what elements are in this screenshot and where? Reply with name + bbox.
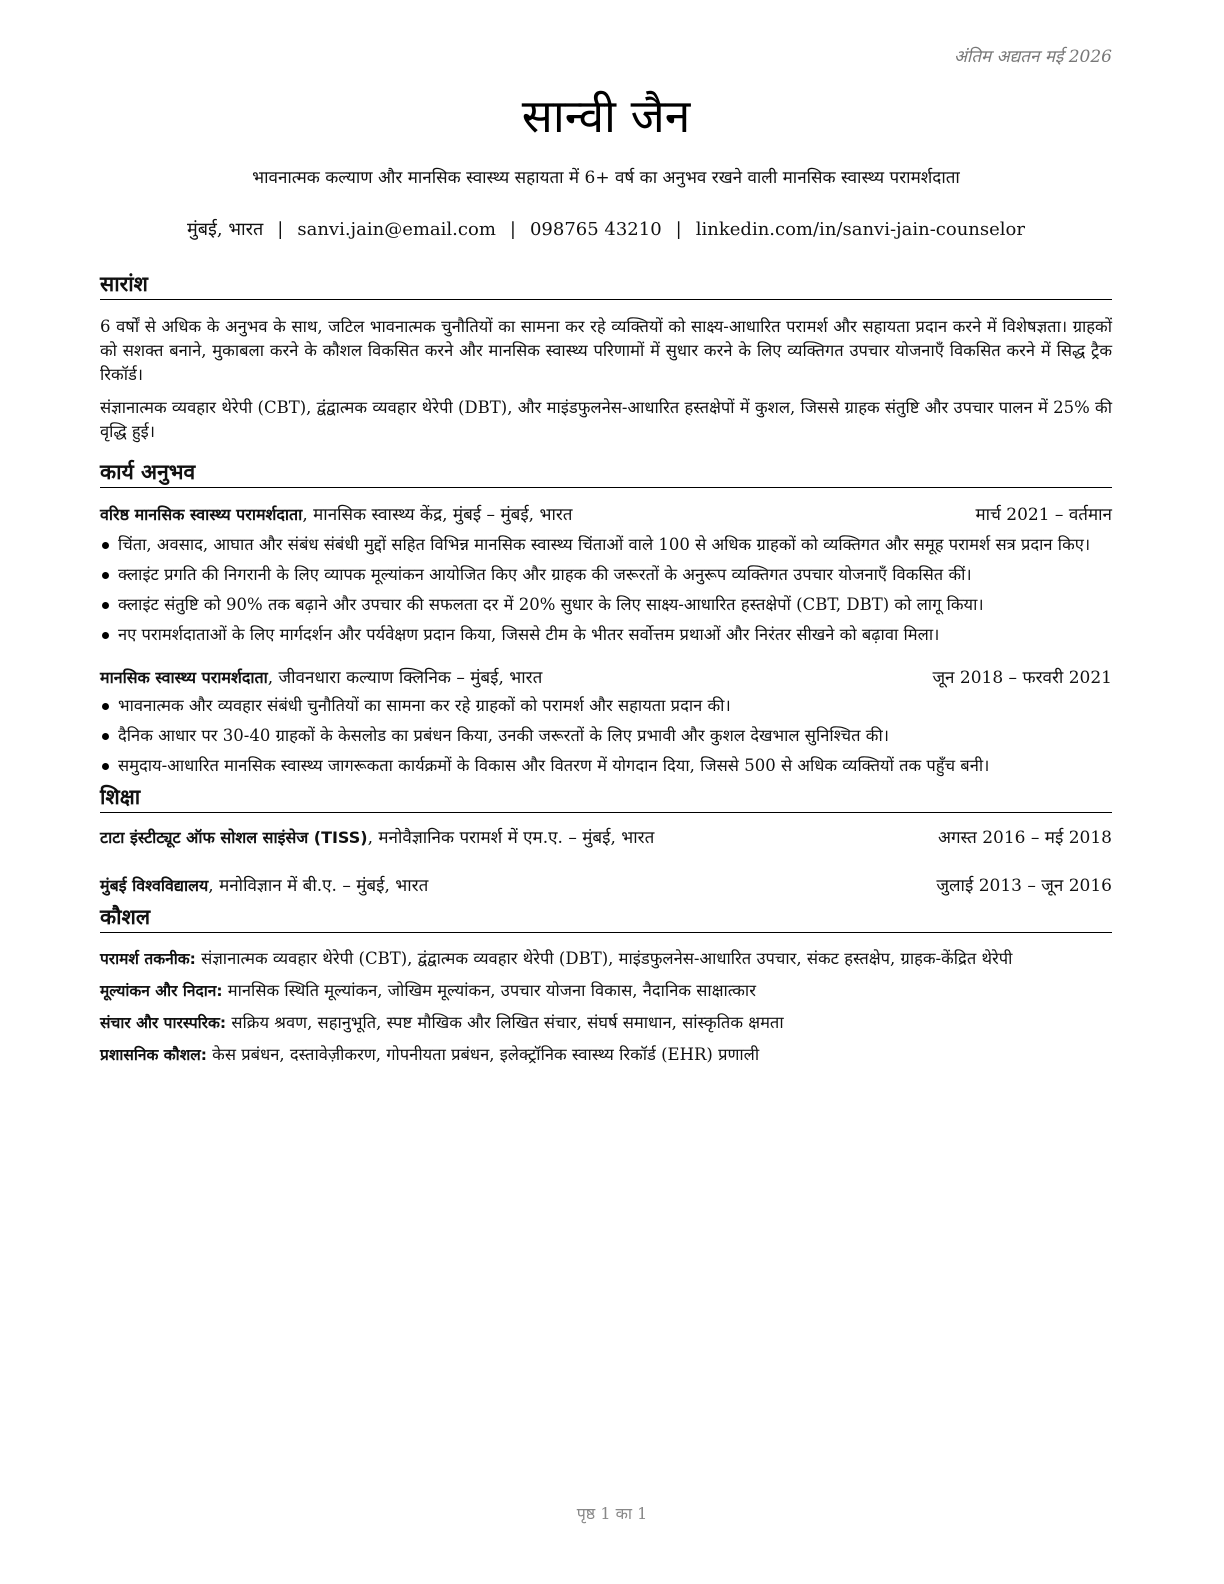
contact-line [100, 217, 1112, 243]
experience-heading: कार्य अनुभव [100, 458, 1112, 488]
job-header [100, 665, 1112, 691]
education-dates: अगस्त 2016 – मई 2018 [937, 828, 1112, 848]
education-school: मुंबई विश्वविद्यालय [100, 876, 209, 895]
skills-list [100, 947, 1112, 1067]
job-entry [100, 665, 1112, 778]
skill-item [100, 947, 1112, 971]
summary-heading: सारांश [100, 270, 1112, 300]
education-entry [100, 825, 1112, 851]
job-org: , मानसिक स्वास्थ्य केंद्र, मुंबई – मुंबई, भारत [302, 505, 573, 525]
job-bullet: नए परामर्शदाताओं के लिए मार्गदर्शन और पर्यवेक्षण प्रदान किया, जिससे टीम के भीतर सर्वोत्तम प्रथाओं और निरंतर सीखने को बढ़ावा मिला। [100, 622, 1112, 647]
job-bullet: दैनिक आधार पर 30-40 ग्राहकों के केसलोड का प्रबंधन किया, उनकी जरूरतों के लिए प्रभावी और कुशल देखभाल सुनिश्चित की। [100, 723, 1112, 748]
contact-email[interactable]: sanvi.jain@email.com [297, 219, 496, 240]
education-entry [100, 873, 1112, 899]
education-line [100, 873, 428, 899]
education-school: टाटा इंस्टीट्यूट ऑफ सोशल साइंसेज (TISS) [100, 828, 368, 847]
contact-location: मुंबई, भारत [187, 219, 264, 240]
skill-text: मानसिक स्थिति मूल्यांकन, जोखिम मूल्यांकन, उपचार योजना विकास, नैदानिक साक्षात्कार [222, 981, 756, 1000]
job-bullet: समुदाय-आधारित मानसिक स्वास्थ्य जागरूकता कार्यक्रमों के विकास और वितरण में योगदान दिया, जिससे 500 से अधिक व्यक्तियों तक पहुँच बनी। [100, 753, 1112, 778]
job-dates: जून 2018 – फरवरी 2021 [932, 668, 1112, 688]
skill-text: केस प्रबंधन, दस्तावेज़ीकरण, गोपनीयता प्रबंधन, इलेक्ट्रॉनिक स्वास्थ्य रिकॉर्ड (EHR) प्रणाली [206, 1045, 760, 1064]
summary-paragraph: संज्ञानात्मक व्यवहार थेरेपी (CBT), द्वंद्वात्मक व्यवहार थेरेपी (DBT), और माइंडफुलनेस-आधारित हस्तक्षेपों में कुशल, जिससे ग्राहक संतुष्टि और उपचार पालन में 25% की वृद्धि हुई। [100, 398, 1112, 441]
page-footer: पृष्ठ 1 का 1 [576, 1504, 648, 1523]
resume-page [100, 0, 1112, 1075]
contact-phone: 098765 43210 [529, 219, 662, 240]
skill-label: मूल्यांकन और निदान: [100, 982, 223, 1000]
job-dates: मार्च 2021 – वर्तमान [975, 505, 1112, 525]
contact-separator: | [277, 219, 284, 240]
job-role: मानसिक स्वास्थ्य परामर्शदाता [100, 668, 268, 687]
job-bullet: क्लाइंट प्रगति की निगरानी के लिए व्यापक मूल्यांकन आयोजित किए और ग्राहक की जरूरतों के अनुरूप व्यक्तिगत उपचार योजनाएँ विकसित कीं। [100, 562, 1112, 587]
job-title-line [100, 665, 542, 691]
candidate-name: सान्वी जैन [521, 89, 691, 143]
job-bullets [100, 532, 1112, 647]
skill-text: संज्ञानात्मक व्यवहार थेरेपी (CBT), द्वंद्वात्मक व्यवहार थेरेपी (DBT), माइंडफुलनेस-आधारित उपचार, संकट हस्तक्षेप, ग्राहक-केंद्रित थेरेपी [195, 949, 1013, 968]
job-org: , जीवनधारा कल्याण क्लिनिक – मुंबई, भारत [267, 668, 543, 688]
job-bullet: चिंता, अवसाद, आघात और संबंध संबंधी मुद्दों सहित विभिन्न मानसिक स्वास्थ्य चिंताओं वाले 100 से अधिक ग्राहकों को व्यक्तिगत और समूह परामर्श सत्र प्रदान किए। [100, 532, 1112, 557]
job-bullet: भावनात्मक और व्यवहार संबंधी चुनौतियों का सामना कर रहे ग्राहकों को परामर्श और सहायता प्रदान की। [100, 693, 1112, 718]
education-dates: जुलाई 2013 – जून 2016 [936, 876, 1112, 896]
summary-paragraph: 6 वर्षों से अधिक के अनुभव के साथ, जटिल भावनात्मक चुनौतियों का सामना कर रहे व्यक्तियों को साक्ष्य-आधारित परामर्श और सहायता प्रदान करने में विशेषज्ञता। ग्राहकों को सशक्त बनाने, मुकाबला करने के कौशल विकसित करने और मानसिक स्वास्थ्य परिणामों में सुधार करने के लिए व्यक्तिगत उपचार योजनाएँ विकसित करने में सिद्ध ट्रैक रिकॉर्ड। [100, 317, 1112, 384]
skill-label: प्रशासनिक कौशल: [100, 1046, 207, 1064]
skill-label: परामर्श तकनीक: [100, 950, 196, 968]
job-header [100, 502, 1112, 528]
skill-item [100, 1011, 1112, 1035]
contact-linkedin[interactable]: linkedin.com/in/sanvi-jain-counselor [695, 219, 1025, 240]
skill-label: संचार और पारस्परिक: [100, 1014, 227, 1032]
skill-item [100, 979, 1112, 1003]
education-detail: , मनोविज्ञान में बी.ए. – मुंबई, भारत [208, 876, 429, 896]
job-bullets [100, 693, 1112, 778]
skills-heading: कौशल [100, 903, 1112, 933]
skill-text: सक्रिय श्रवण, सहानुभूति, स्पष्ट मौखिक और लिखित संचार, संघर्ष समाधान, सांस्कृतिक क्षमता [226, 1013, 784, 1032]
job-role: वरिष्ठ मानसिक स्वास्थ्य परामर्शदाता [100, 505, 303, 524]
job-bullet: क्लाइंट संतुष्टि को 90% तक बढ़ाने और उपचार की सफलता दर में 20% सुधार के लिए साक्ष्य-आधारित हस्तक्षेपों (CBT, DBT) को लागू किया। [100, 592, 1112, 617]
last-updated: अंतिम अद्यतन मई 2026 [953, 47, 1112, 67]
headline: भावनात्मक कल्याण और मानसिक स्वास्थ्य सहायता में 6+ वर्ष का अनुभव रखने वाली मानसिक स्वास्थ्य परामर्शदाता [252, 168, 960, 188]
job-title-line [100, 502, 573, 528]
education-line [100, 825, 654, 851]
contact-separator: | [509, 219, 516, 240]
skill-item [100, 1043, 1112, 1067]
education-heading: शिक्षा [100, 783, 1112, 813]
job-entry [100, 502, 1112, 647]
education-detail: , मनोवैज्ञानिक परामर्श में एम.ए. – मुंबई, भारत [367, 828, 655, 848]
contact-separator: | [675, 219, 682, 240]
